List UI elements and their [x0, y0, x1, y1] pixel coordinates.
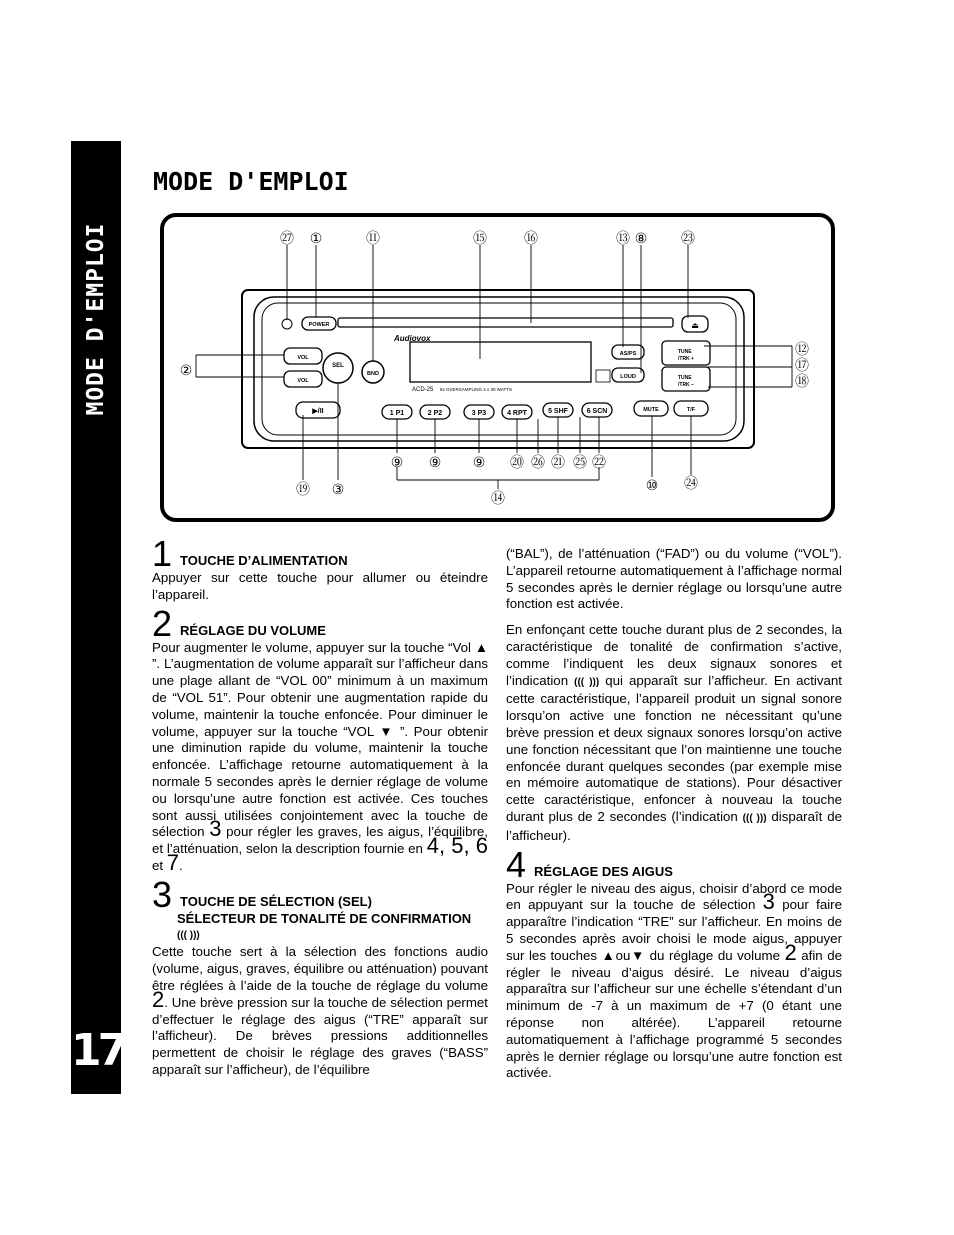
- play-pause-label: ▶/II: [312, 408, 324, 415]
- callout-20: ⑳: [510, 455, 524, 471]
- section-4-number: 4: [506, 843, 527, 885]
- callout-14: ⑭: [491, 491, 505, 507]
- callout-9c: ⑨: [472, 455, 486, 471]
- section-4-body: Pour régler le niveau des aigus, choisir d’abord ce mode en appuyant sur la touche de sélection 3 pour faire apparaître l’indication “TRE” sur l’afficheur. En moins de 5 secondes après avoir choisi le mode aigus, appuyer sur les touches ▲ou▼ du réglage du volume 2 afin de régler le niveau d’aigus désiré. Le niveau d’aigus apparaîtra sur l’afficheur sur une échelle s’étendant d’un minimum de -7 à un maximum de +7 (0 étant une réponse non altérée). L’appareil retourne automatiquement à l’affichage programmé 5 secondes après le dernier réglage ou lorsqu’une autre fonction est activée.: [506, 880, 842, 1081]
- callout-24: ㉔: [684, 476, 698, 492]
- callout-19: ⑲: [296, 482, 310, 498]
- section-1-number: 1: [152, 533, 173, 574]
- callout-16: ⑯: [524, 231, 538, 247]
- preset-buttons: [382, 403, 612, 419]
- svg-text:5 SHF: 5 SHF: [548, 408, 568, 415]
- callout-12: ⑫: [795, 342, 809, 358]
- section-4-heading: [506, 843, 842, 885]
- vol-up-label: VOL: [297, 355, 309, 361]
- callout-11: ⑪: [366, 231, 380, 247]
- as-ps-label: AS/PS: [619, 351, 637, 357]
- section-3-subtitle: SÉLECTEUR DE TONALITÉ DE CONFIRMATION: [177, 910, 472, 926]
- section-4-title: RÉGLAGE DES AIGUS: [534, 863, 673, 879]
- callout-21: ㉑: [551, 455, 565, 471]
- section-3-heading: [152, 873, 488, 945]
- page-title: MODE D'EMPLOI: [153, 167, 349, 196]
- spec-label: 8x OVERSAMPLING 4 x 30 WATTS: [440, 387, 513, 392]
- section-3-continued-p1: (“BAL”), de l’atténuation (“FAD”) ou du volume (“VOL”). L’appareil retourne automatiquement à l’affichage normal 5 secondes après le dernier réglage ou lorsqu’une autre fonction est activée.: [506, 546, 842, 612]
- vol-down-label: VOL: [297, 378, 309, 384]
- sound-icon: ((( ))): [177, 929, 200, 941]
- callout-3: ③: [331, 482, 345, 498]
- sound-icon: ((( ))): [574, 676, 600, 688]
- display-window: [410, 342, 591, 382]
- sel-label: SEL: [332, 363, 344, 369]
- svg-text:/TRK −: /TRK −: [678, 382, 694, 388]
- radio-diagram-svg: [164, 217, 831, 518]
- section-1-title: TOUCHE D’ALIMENTATION: [180, 553, 348, 569]
- section-3-body: Cette touche sert à la sélection des fonctions audio (volume, aigus, graves, équilibre ou atténuation) pouvant être réglées à l’aide de la touche de réglage du volume 2. Une brève pression sur la touche de sélection permet d’effectuer le réglage des aigus (“TRE” apparaît sur l’afficheur). De brèves pressions additionnelles permettent de choisir le réglage des graves (“BASS” apparaît sur l’afficheur), de l’équilibre: [152, 944, 488, 1077]
- eject-icon: ⏏: [691, 321, 699, 330]
- section-2-number: 2: [152, 602, 173, 644]
- section-2-heading: [152, 602, 488, 644]
- callout-25: ㉕: [573, 455, 587, 471]
- section-2-body: Pour augmenter le volume, appuyer sur la touche “Vol ▲ ”. L’augmentation de volume apparaît sur l’afficheur dans une plage allant de “VOL 00” minimum à un maximum de “VOL 51”. Pour obtenir une augmentation rapide du volume, maintenir la touche enfoncée. Pour diminuer le volume, appuyer sur la touche “VOL ▼ ”. Pour obtenir une diminution rapide du volume, maintenir la touche enfoncée. L’affichage retourne automatiquement à la normale 5 secondes après le dernier réglage de volume ou lorsqu’une autre fonction est activée. Ces touches sont aussi utilisées conjointement avec la touche de sélection 3 pour régler les graves, les aigus, l’équilibre, et l’atténuation, selon la description fournie en 4, 5, 6 et 7.: [152, 639, 489, 875]
- section-3-continued-p2: En enfonçant cette touche durant plus de 2 secondes, la caractéristique de tonalité de confirmation s’active, comme l’indiquent les deux signaux sonores et l’indication ((( ))) qui apparaît sur l’afficheur. En activant cette caractéristique, l’appareil produit un signal sonore lorsqu’on active une fonction ne nécessitant qu’une brève pression et deux signaux sonores lorsqu’on active une fonction nécessitant que l’on maintienne une touche enfoncée durant quelques secondes (par exemple mise en mémoire automatique de stations). Pour désactiver cette caractéristique, enfoncer à nouveau la touche durant plus de 2 secondes (l’indication ((( ))) disparaît de l’afficheur).: [506, 622, 842, 843]
- svg-text:2 P2: 2 P2: [427, 410, 443, 417]
- mute-label: MUTE: [643, 407, 659, 413]
- callout-8: ⑧: [634, 231, 648, 247]
- callout-27: ㉗: [280, 231, 294, 247]
- svg-text:6 SCN: 6 SCN: [586, 408, 608, 415]
- radio-diagram: [160, 213, 835, 522]
- up-arrow-icon: ▲: [601, 947, 616, 963]
- side-bar: [71, 141, 125, 1094]
- tune-down-label: TUNE: [678, 375, 692, 381]
- section-2-title: RÉGLAGE DU VOLUME: [180, 622, 326, 638]
- svg-text:1 P1: 1 P1: [389, 410, 405, 417]
- tune-up-label: TUNE: [678, 349, 692, 355]
- section-1-body: Appuyer sur cette touche pour allumer ou éteindre l’appareil.: [152, 570, 488, 602]
- callout-2: ②: [179, 363, 193, 379]
- side-title: [71, 141, 121, 441]
- bnd-label: BND: [367, 371, 379, 377]
- radio-chassis: [242, 290, 754, 448]
- callout-numbers: [180, 231, 809, 507]
- callout-23: ㉓: [681, 231, 695, 247]
- brand-logo: Audiovox: [394, 334, 431, 343]
- svg-text:/TRK +: /TRK +: [678, 356, 694, 362]
- callout-13: ⑬: [616, 231, 630, 247]
- callout-1: ①: [309, 231, 323, 247]
- model-label: ACD-25: [412, 387, 434, 393]
- power-label: POWER: [308, 322, 330, 328]
- left-column: [152, 534, 488, 1079]
- callout-10: ⑩: [645, 478, 659, 494]
- release-button: [282, 319, 292, 329]
- cd-logo: [596, 370, 610, 382]
- page-number: 17: [71, 1025, 125, 1076]
- tf-label: T/F: [686, 407, 696, 413]
- callout-18: ⑱: [795, 374, 809, 390]
- side-title-text: MODE D'EMPLOI: [83, 222, 109, 416]
- callout-9a: ⑨: [390, 455, 404, 471]
- callout-9b: ⑨: [428, 455, 442, 471]
- sound-icon: ((( ))): [742, 812, 767, 824]
- callout-15: ⑮: [473, 231, 487, 247]
- svg-text:3 P3: 3 P3: [471, 410, 487, 417]
- callout-17: ⑰: [795, 358, 809, 374]
- right-column: [506, 546, 842, 1082]
- section-3-title: TOUCHE DE SÉLECTION (SEL): [180, 893, 372, 909]
- callout-22: ㉒: [592, 455, 606, 471]
- section-3-number: 3: [152, 873, 173, 915]
- callout-26: ㉖: [531, 455, 545, 471]
- svg-text:4 RPT: 4 RPT: [507, 410, 527, 417]
- down-arrow-icon: ▼: [630, 947, 646, 963]
- loud-label: LOUD: [620, 374, 636, 380]
- section-1-heading: [152, 533, 488, 574]
